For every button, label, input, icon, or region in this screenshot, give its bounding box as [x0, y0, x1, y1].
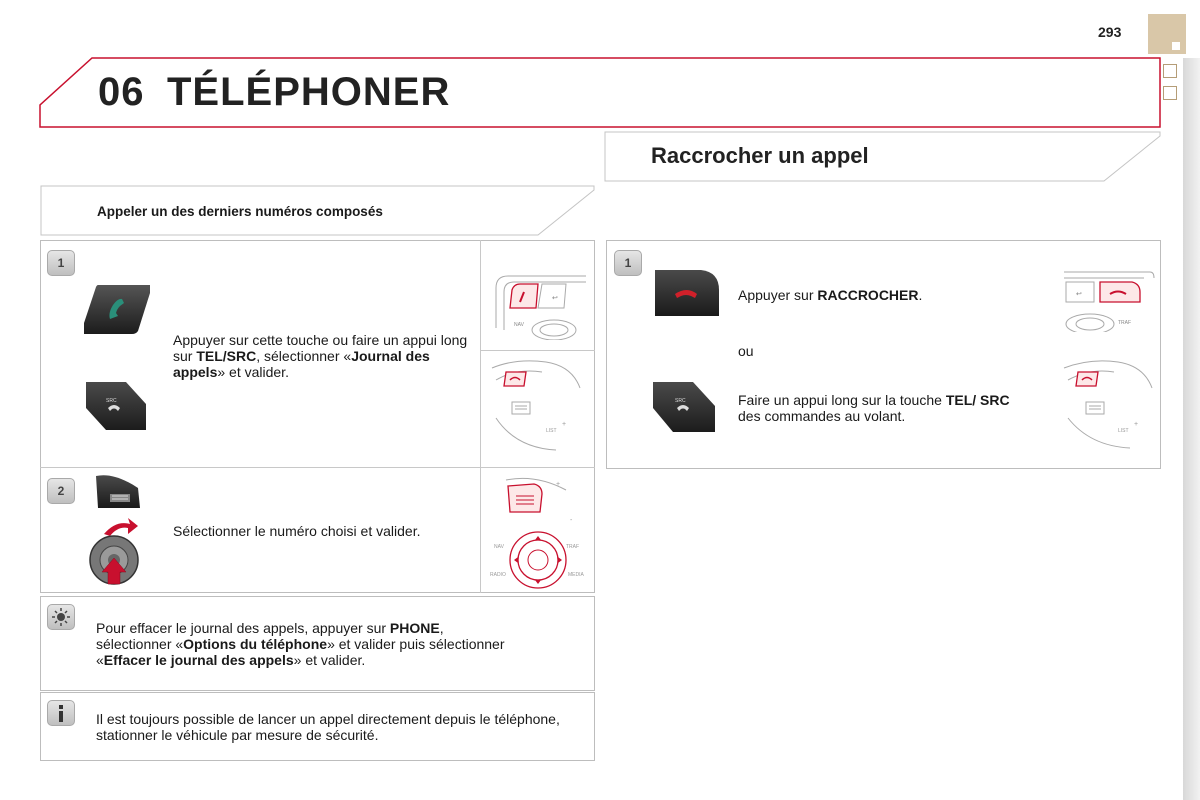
chapter-tab	[1148, 14, 1186, 54]
right-step-1-badge: 1	[614, 250, 642, 276]
info-icon	[47, 700, 75, 726]
left-section-title: Appeler un des derniers numéros composés	[97, 204, 383, 219]
svg-text:↩: ↩	[1076, 291, 1082, 298]
steering-controls-sketch-2	[1060, 358, 1156, 454]
svg-text:TRAF: TRAF	[1118, 320, 1132, 326]
left-image-divider	[480, 240, 481, 593]
svg-text:LIST: LIST	[1118, 428, 1129, 434]
tel-src-button-icon	[84, 378, 148, 432]
steering-controls-sketch-1	[486, 358, 590, 458]
svg-text:-: -	[570, 517, 573, 524]
rotary-knob-icon	[86, 514, 142, 596]
hangup-instruction: Appuyer sur RACCROCHER.	[738, 287, 923, 303]
sun-tip-icon	[47, 604, 75, 630]
step-divider	[40, 467, 595, 468]
page-number: 293	[1098, 24, 1122, 40]
right-section-title: Raccrocher un appel	[651, 143, 869, 168]
chapter-title: TÉLÉPHONER	[167, 70, 451, 114]
svg-text:↩: ↩	[552, 295, 558, 302]
image-divider-1	[480, 350, 595, 351]
call-button-icon	[80, 283, 152, 335]
svg-text:LIST: LIST	[546, 428, 557, 434]
svg-text:+: +	[1134, 421, 1139, 428]
hangup-button-icon	[651, 268, 721, 318]
radio-panel-call-sketch	[486, 268, 590, 340]
radio-panel-hangup-sketch	[1060, 268, 1156, 332]
step-2-text: Sélectionner le numéro choisi et valider.	[173, 523, 421, 539]
svg-text:MEDIA: MEDIA	[568, 572, 584, 578]
tel-src-button-icon-right	[651, 378, 717, 434]
svg-text:RADIO: RADIO	[490, 572, 506, 578]
step-1-badge: 1	[47, 250, 75, 276]
list-and-knob-sketch	[486, 470, 590, 590]
svg-text:SRC: SRC	[106, 398, 117, 404]
svg-text:SRC: SRC	[675, 398, 686, 404]
tip-text: Pour effacer le journal des appels, appuyer sur PHONE, sélectionner «Options du téléphone» et valider puis sélectionner «Effacer le journal des appels» et valider.	[96, 620, 505, 668]
long-press-instruction: Faire un appui long sur la touche TEL/ SRC des commandes au volant.	[738, 392, 1010, 424]
svg-text:+: +	[562, 421, 567, 428]
info-text: Il est toujours possible de lancer un appel directement depuis le téléphone, stationner le véhicule par mesure de sécurité.	[96, 711, 560, 743]
step-2-badge: 2	[47, 478, 75, 504]
chapter-number: 06	[98, 70, 145, 114]
svg-text:NAV: NAV	[514, 322, 524, 328]
page-edge-bar	[1183, 58, 1200, 800]
svg-text:NAV: NAV	[494, 544, 504, 550]
step-1-text: Appuyer sur cette touche ou faire un appui long sur TEL/SRC, sélectionner «Journal des appels» et valider.	[173, 332, 468, 380]
nav-square-2	[1163, 86, 1177, 100]
or-text: ou	[738, 343, 754, 359]
nav-square-1	[1163, 64, 1177, 78]
list-button-icon	[94, 472, 144, 512]
svg-text:+: +	[556, 481, 561, 488]
svg-text:TRAF: TRAF	[566, 544, 580, 550]
